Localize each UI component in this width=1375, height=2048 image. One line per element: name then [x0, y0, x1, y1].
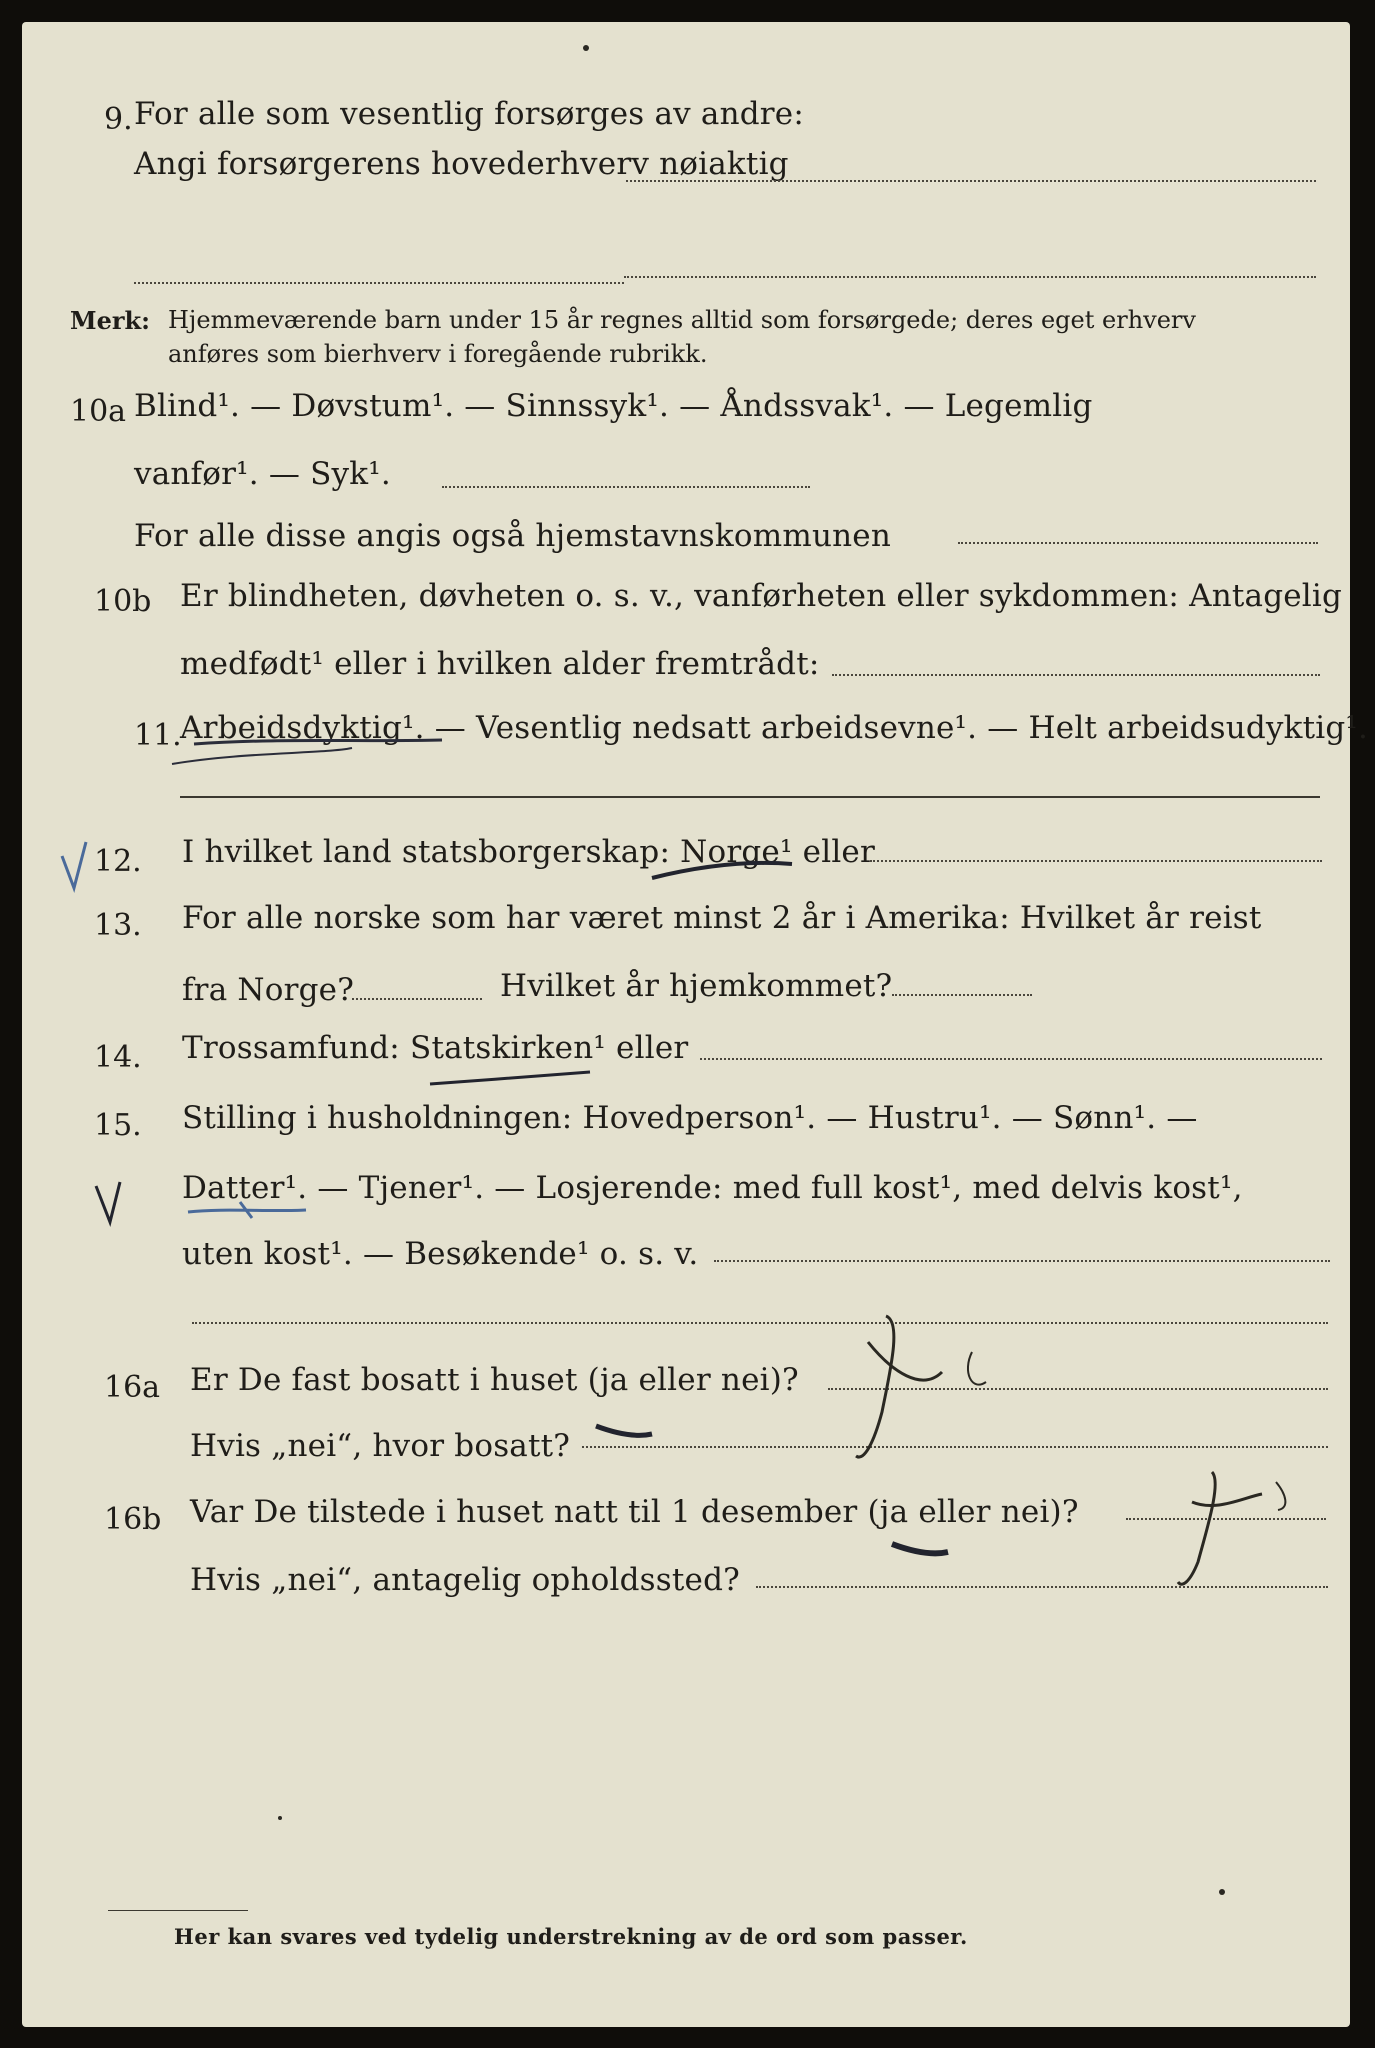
q16b-number: 16b	[104, 1502, 162, 1537]
q13-line2b: Hvilket år hjemkommet?	[500, 968, 893, 1004]
q15-line3: uten kost¹. — Besøkende¹ o. s. v.	[182, 1236, 699, 1272]
q12-number: 12.	[94, 844, 142, 879]
q13-number: 13.	[94, 908, 142, 943]
q14-number: 14.	[94, 1040, 142, 1075]
stray-dot-2	[1219, 1889, 1225, 1895]
q11-underline-mark	[172, 748, 352, 764]
q10a-line1: Blind¹. — Døvstum¹. — Sinnssyk¹. — Åndssvak¹. — Legemlig	[134, 388, 1093, 424]
q9-number: 9.	[104, 102, 133, 137]
q16a-number: 16a	[104, 1370, 161, 1405]
q11-number: 11.	[134, 718, 182, 753]
q14-line1: Trossamfund: Statskirken¹ eller	[182, 1030, 689, 1066]
q15-number: 15.	[94, 1108, 142, 1143]
footnote-text: Her kan svares ved tydelig understrekning av de ord som passer.	[174, 1924, 968, 1949]
q16a-ja-underline	[596, 1426, 652, 1435]
merk-label: Merk:	[70, 306, 150, 335]
q15-check-mark	[96, 1182, 120, 1222]
merk-line1: Hjemmeværende barn under 15 år regnes alltid som forsørgede; deres eget erhverv	[168, 306, 1196, 334]
q13-line2a: fra Norge?	[182, 972, 355, 1008]
q11-strikethrough-mark	[194, 740, 442, 744]
q10a-number: 10a	[70, 394, 127, 429]
merk-line2: anføres som bierhverv i foregående rubrikk.	[168, 340, 708, 368]
q13-line1: For alle norske som har været minst 2 år i Amerika: Hvilket år reist	[182, 900, 1262, 936]
q16b-answer-tail	[1276, 1482, 1285, 1510]
q10b-line1: Er blindheten, døvheten o. s. v., vanførheten eller sykdommen: Antagelig	[180, 578, 1343, 614]
handwriting-overlay	[22, 22, 1350, 2027]
q16b-ja-underline	[892, 1544, 948, 1553]
q11-line1: Arbeidsdyktig¹. — Vesentlig nedsatt arbeidsevne¹. — Helt arbeidsudyktig¹.	[180, 710, 1369, 746]
q15-line2: Datter¹. — Tjener¹. — Losjerende: med full kost¹, med delvis kost¹,	[182, 1170, 1243, 1206]
q10a-line3: For alle disse angis også hjemstavnskommunen	[134, 518, 891, 554]
q12-line1: I hvilket land statsborgerskap: Norge¹ eller	[182, 834, 875, 870]
q12-check-mark	[62, 842, 86, 888]
q16b-line1: Var De tilstede i huset natt til 1 desember (ja eller nei)?	[190, 1494, 1079, 1530]
q16b-answer-j	[1178, 1472, 1215, 1584]
q10b-line2: medfødt¹ eller i hvilken alder fremtrådt:	[180, 646, 820, 682]
q9-line2: Angi forsørgerens hovederhverv nøiaktig	[134, 146, 789, 182]
q16a-line1: Er De fast bosatt i huset (ja eller nei)?	[190, 1362, 799, 1398]
q12-norge-underline	[652, 863, 792, 878]
q16a-answer-j	[856, 1316, 894, 1457]
q16b-line2: Hvis „nei“, antagelig opholdssted?	[190, 1562, 740, 1598]
top-dot-mark	[583, 45, 589, 51]
q14-statskirken-underline	[430, 1072, 590, 1084]
q10b-number: 10b	[94, 584, 152, 619]
q10a-line2: vanfør¹. — Syk¹.	[134, 456, 391, 492]
q9-line1: For alle som vesentlig forsørges av andre:	[134, 96, 804, 132]
q16a-answer-tail	[968, 1352, 986, 1385]
q16a-line2: Hvis „nei“, hvor bosatt?	[190, 1428, 571, 1464]
q16b-answer-a	[1192, 1494, 1262, 1506]
q16a-answer-a	[868, 1342, 942, 1380]
stray-dot-1	[278, 1816, 282, 1820]
census-form-page	[22, 22, 1369, 2027]
q15-line1: Stilling i husholdningen: Hovedperson¹. — Hustru¹. — Sønn¹. —	[182, 1100, 1198, 1136]
